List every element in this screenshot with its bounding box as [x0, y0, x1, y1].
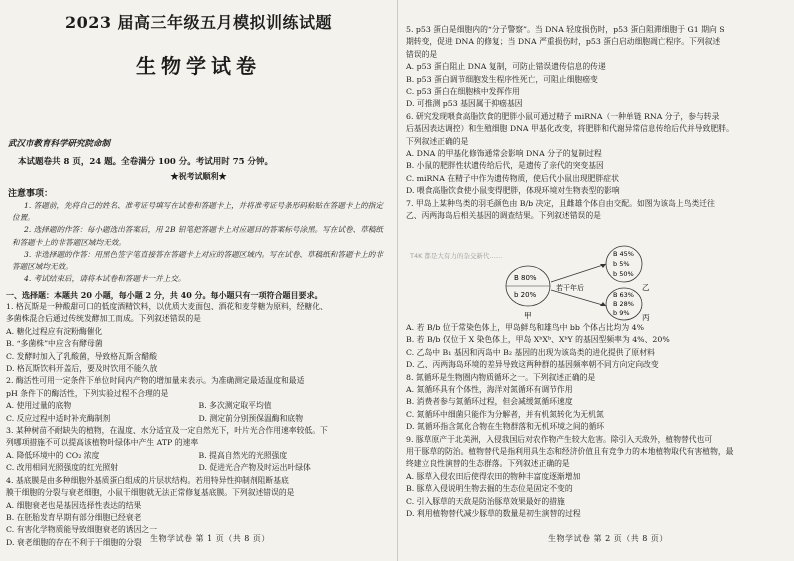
pop-label: b 20% [514, 291, 537, 299]
pop-label: b 9% [613, 309, 630, 317]
notice-rule: 4. 考试结束后，请将本试卷和答题卡一并上交。 [24, 274, 186, 284]
island-bing-label: 丙 [642, 313, 650, 322]
question-8 [406, 372, 788, 434]
question-6 [406, 111, 788, 198]
pop-label: B 28% [613, 300, 634, 308]
arrow-up [551, 264, 606, 282]
question-stem-line: 6. 研究发现喂食高脂饮食的肥胖小鼠可通过精子 miRNA（一种单链 RNA 分子，参与转录 [406, 111, 720, 121]
option: A. 糖化过程应有淀粉酶催化 [6, 326, 103, 336]
question-7 [406, 198, 788, 223]
option: D. 可推测 p53 基因属于抑癌基因 [406, 99, 523, 109]
option: C. p53 蛋白在细胞核中发挥作用 [406, 87, 520, 97]
option: D. 衰老细胞的存在不利于干细胞的分裂 [6, 537, 142, 547]
option: C. 氮循环中细菌只能作为分解者，并有机氮转化为无机氮 [406, 409, 604, 419]
page-footer: 生物学试卷 第 1 页（共 8 页） [150, 534, 270, 543]
option: B. 提高自然光的光照强度 [198, 450, 288, 460]
question-stem-line: 膜干细胞的分裂与衰老细胞，小鼠干细胞就无法正常修复基底膜。下列叙述错误的是 [6, 488, 295, 498]
option: D. 格瓦斯饮料开盖后，要及时饮用不能久放 [6, 364, 158, 374]
island-yi-label: 乙 [642, 283, 650, 292]
question-3 [6, 425, 391, 475]
question-7-options [406, 322, 788, 372]
question-5 [406, 24, 788, 111]
question-stem-line: 终建立良性演替的生态群落。下列叙述正确的是 [406, 459, 570, 469]
option: C. 乙岛中 B₁ 基因和丙岛中 B₂ 基因的出现为该岛类的进化提供了原材料 [406, 347, 655, 357]
arrow-down [551, 290, 606, 306]
notice-rule: 2. 选择题的作答：每小题选出答案后，用 2B 铅笔把答题卡上对应题目的答案标号涂黑。写在试卷、草稿纸和答题卡上的非答题区域均无效。 [12, 225, 384, 247]
island-jia-label: 甲 [524, 311, 532, 320]
option: D. 乙、丙两海岛环境的差异导致这两种群的基因频率朝不同方向定向改变 [406, 360, 659, 370]
option: B. “多菌株”中应含有酵母菌 [6, 339, 103, 349]
option-row [6, 462, 391, 474]
notice-rule: 3. 非选择题的作答：用黑色签字笔直接答在答题卡上对应的答题区域内。写在试卷、草稿纸和答题卡上的非答题区域均无效。 [12, 249, 383, 272]
pop-label: B 63% [613, 291, 634, 299]
question-stem-line: 5. p53 蛋白是细胞内的“分子警察”。当 DNA 轻度损伤时，p53 蛋白阻滞细胞于 G1 期向 S [406, 25, 725, 34]
arrow-label: 若干年后 [556, 284, 584, 292]
option: C. 有害化学物质能导致细胞衰老的诱因之一 [6, 525, 157, 535]
option: B. 多次测定取平均值 [198, 401, 272, 411]
pop-label: B 45% [613, 250, 634, 258]
option-row [6, 450, 391, 462]
option-row [6, 400, 391, 412]
question-stem-line: 2. 酶活性可用一定条件下单位时间内产物的增加量来表示。为准确测定最适温度和最适 [6, 376, 305, 386]
exam-title: 2023 届高三年级五月模拟训练试题 [64, 13, 333, 32]
option: B. 在胚胎发育早期有部分细胞已经衰老 [6, 512, 142, 522]
option: C. 发酵时加入了乳酸菌，导致格瓦斯含醋酸 [6, 351, 157, 361]
exam-meta: 本试题卷共 8 页，24 题。全卷满分 100 分。考试用时 75 分钟。 [18, 157, 274, 167]
question-list-right-bottom [406, 322, 788, 521]
question-stem-line: 乙、丙两海岛后相关基因的调查结果。下列叙述错误的是 [406, 211, 601, 221]
faint-text: T4K 都是大有力的杂交新代…… [410, 252, 503, 260]
option: D. 利用植物替代减少豚草的数量是初生演替的过程 [406, 509, 581, 519]
option: A. 使用过量的底物 [6, 401, 72, 411]
option: D. 促进光合产物及时运出叶绿体 [198, 463, 311, 473]
question-stem-line: 后基因表达调控）和生殖细胞 DNA 甲基化改变，将肥胖和代谢异常信息传给后代并导致肥胖。 [406, 124, 734, 134]
option: A. 豚草入侵农田后使得农田的物种丰富度逐渐增加 [406, 471, 581, 481]
question-list-left [6, 301, 391, 549]
option: A. 降低环境中的 CO₂ 浓度 [6, 450, 100, 460]
section-heading: 一、选择题：本题共 20 小题，每小题 2 分，共 40 分。每小题只有一项符合题目要求。 [6, 290, 323, 300]
question-stem-line: 期转变，促进 DNA 的修复；当 DNA 严重损伤时，p53 蛋白启动细胞凋亡程序。下列叙述 [406, 37, 721, 47]
notice-heading: 注意事项： [8, 189, 54, 199]
option: D. 氮循环指含氮化合物在生物群落和无机环境之间的循环 [406, 422, 605, 432]
option: B. 若 B/b 仅位于 X 染色体上，甲岛 XᵇXᵇ、XᵇY 的基因型频率为 4%、20% [406, 335, 670, 345]
notice-rules [12, 200, 390, 285]
question-stem-line: 1. 格瓦斯是一种酸甜可口的低度酒精饮料，以优质大麦面包、酒花和麦芽糖为原料，经糖化、 [6, 302, 328, 311]
question-stem-line: 8. 氮循环是生物圈内物质循环之一。下列叙述正确的是 [406, 372, 596, 382]
option: B. 消费者参与氮循环过程，但会减缓氮循环速度 [406, 397, 573, 407]
question-stem-line: 4. 基底膜是由多种细胞外基质蛋白组成的片层状结构。若用特异性抑制剂阻断基底 [6, 475, 289, 485]
option-row [6, 413, 391, 425]
option: B. 小鼠的肥胖性状遗传给后代，是遗传了亲代的突变基因 [406, 161, 604, 171]
gene-frequency-diagram [406, 244, 788, 322]
exam-page-2 [397, 0, 794, 561]
option: C. miRNA 在精子中作为遗传物质，使后代小鼠出现肥胖症状 [406, 173, 619, 183]
issuer-line: 武汉市教育科学研究院命制 [8, 139, 111, 149]
option: D. 测定前分别预保温酶和底物 [198, 413, 303, 423]
question-9 [406, 434, 788, 521]
question-stem-line: 错误的是 [406, 49, 438, 59]
page-footer: 生物学试卷 第 2 页（共 8 页） [548, 534, 668, 543]
question-1 [6, 301, 391, 375]
option: C. 反应过程中适时补充酶制剂 [6, 413, 111, 423]
option: C. 改用相同光照强度的红光照射 [6, 463, 119, 473]
subject-title: 生物学试卷 [136, 54, 261, 78]
option: A. 细胞衰老也是基因选择性表达的结果 [6, 500, 142, 510]
question-list-right-top [406, 24, 788, 223]
question-stem-line: 多菌株混合后通过传统发酵加工而成。下列叙述错误的是 [6, 314, 201, 324]
question-stem-line: pH 条件下的酶活性，下列实验过程不合理的是 [6, 388, 169, 398]
pop-label: B 80% [514, 274, 537, 282]
arrow-head [600, 302, 606, 306]
option: A. 氮循环具有个体性，海洋对氮循环有调节作用 [406, 385, 573, 395]
question-stem-line: 列哪项措施不可以提高该植物叶绿体中产生 ATP 的速率 [6, 438, 199, 448]
question-2 [6, 375, 391, 425]
question-stem-line: 9. 豚草原产于北美洲，入侵我国后对农作物产生较大危害。除引入天敌外，植物替代也可 [406, 434, 713, 444]
question-stem-line: 3. 某种树苗不耐缺失的植物，在温度、水分适宜及一定自然光下，叶片光合作用速率较低。下 [6, 426, 328, 436]
pop-label: b 50% [613, 270, 634, 278]
option: D. 喂食高脂饮食使小鼠变得肥胖，体现环境对生物表型的影响 [406, 186, 620, 196]
option: A. p53 蛋白阻止 DNA 复制，可防止错误遗传信息的传递 [406, 62, 606, 72]
good-luck-line: ★祝考试顺利★ [170, 171, 227, 181]
option: A. DNA 的甲基化修饰通常会影响 DNA 分子的复制过程 [406, 149, 602, 159]
question-stem-line: 7. 甲岛上某种鸟类的羽毛颜色由 B/b 决定，且雌雄个体自由交配。如图为该岛上鸟类迁往 [406, 198, 715, 208]
option: B. p53 蛋白调节细胞发生程序性死亡，可阻止细胞癌变 [406, 74, 598, 84]
option: B. 豚草入侵说明生物去掘的生态位是固定不变的 [406, 484, 573, 494]
notice-rule: 1. 答题前，先将自己的姓名、准考证号填写在试卷和答题卡上，并将准考证号条形码粘贴在答题卡上的指定位置。 [12, 201, 383, 223]
question-stem-line: 下列叙述正确的是 [406, 136, 469, 146]
pop-label: b 5% [613, 260, 630, 268]
option: C. 引入豚草的天敌是防治豚草效果最好的措施 [406, 496, 565, 506]
question-stem-line: 用于豚草的防治。植物替代是指利用具生态和经济价值且有竞争力的本地植物取代有害植物，最 [406, 447, 734, 457]
option: A. 若 B/b 位于常染色体上，甲岛鲜鸟和雄鸟中 bb 个体占比均为 4% [406, 323, 645, 332]
